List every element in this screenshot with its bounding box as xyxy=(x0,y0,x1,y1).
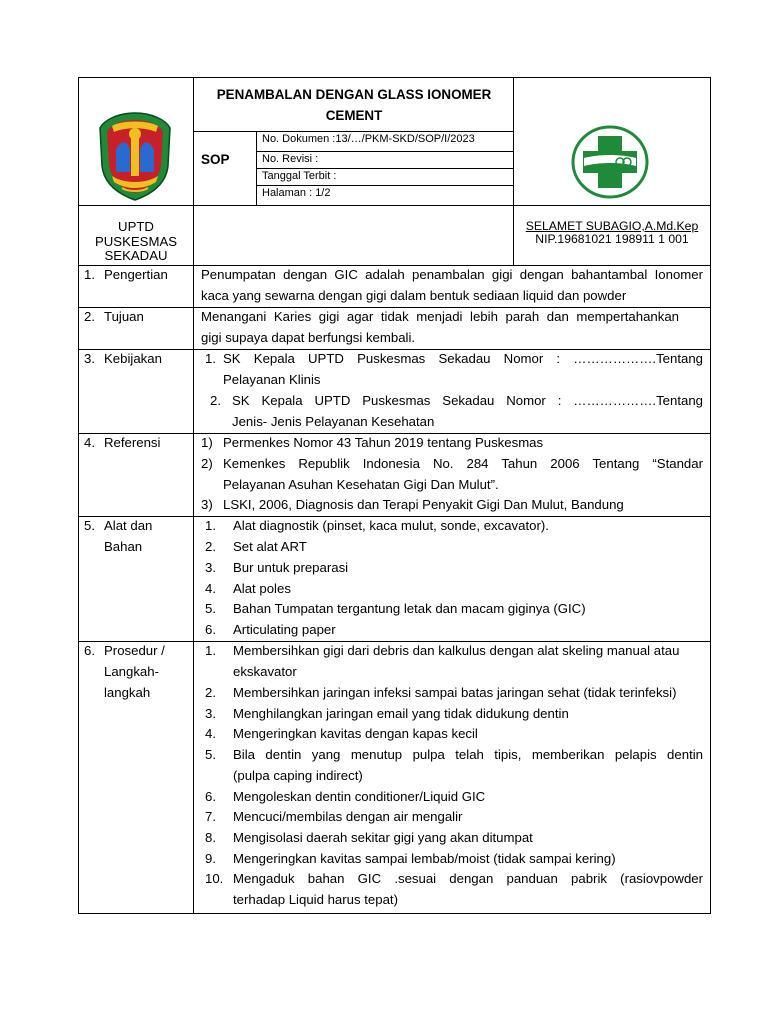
list-number: 5. xyxy=(205,747,216,762)
meta-line-3 xyxy=(256,185,514,186)
list-number: 8. xyxy=(205,830,216,845)
list-item: Kemenkes Republik Indonesia No. 284 Tahun 2006 Tentang “Standar xyxy=(223,456,703,471)
document-title: PENAMBALAN DENGAN GLASS IONOMER CEMENT xyxy=(216,87,492,123)
list-number: 1. xyxy=(205,351,216,366)
table-border-right xyxy=(710,77,711,914)
list-number: 7. xyxy=(205,809,216,824)
list-item: SK Kepala UPTD Puskesmas Sekadau Nomor : ……………….Tentang xyxy=(223,351,703,366)
document-number: No. Dokumen :13/…/PKM-SKD/SOP/I/2023 xyxy=(262,133,475,145)
list-item: SK Kepala UPTD Puskesmas Sekadau Nomor : ……………….Tentang xyxy=(232,393,703,408)
header-divider-sop-title xyxy=(193,131,514,132)
list-number: 9. xyxy=(205,851,216,866)
list-number: 5. xyxy=(205,601,216,616)
list-item: Mengaduk bahan GIC .sesuai dengan panduan pabrik (rasiovpowder xyxy=(233,871,703,886)
list-item: Mengeringkan kavitas dengan kapas kecil xyxy=(233,726,478,741)
list-number: 2. xyxy=(210,393,221,408)
list-item: Bahan Tumpatan tergantung letak dan macam giginya (GIC) xyxy=(233,601,586,616)
list-item: LSKI, 2006, Diagnosis dan Terapi Penyakit Gigi Dan Mulut, Bandung xyxy=(223,497,624,512)
meta-line-1 xyxy=(256,151,514,152)
header-row-line xyxy=(78,205,711,206)
list-number: 4. xyxy=(205,581,216,596)
section-number: 1. xyxy=(84,267,95,282)
list-number: 2) xyxy=(201,456,213,471)
list-item: Pelayanan Klinis xyxy=(223,372,321,387)
list-number: 4. xyxy=(205,726,216,741)
list-number: 10. xyxy=(205,871,224,886)
list-number: 6. xyxy=(205,622,216,637)
institution-name xyxy=(80,220,192,264)
list-item: ekskavator xyxy=(233,664,297,679)
signature-block xyxy=(514,220,710,245)
list-number: 2. xyxy=(205,539,216,554)
pengertian-line: kaca yang sewarna dengan gigi dalam bentuk sediaan liquid dan powder xyxy=(201,288,627,303)
table-border-top xyxy=(78,77,711,78)
section-label-prosedur: Langkah- xyxy=(104,664,159,679)
list-item: Alat diagnostik (pinset, kaca mulut, sonde, excavator). xyxy=(233,518,549,533)
list-item: Membersihkan jaringan infeksi sampai batas jaringan sehat (tidak terinfeksi) xyxy=(233,685,677,700)
section-label-alat: Alat dan xyxy=(104,518,153,533)
list-number: 3. xyxy=(205,560,216,575)
section-number: 6. xyxy=(84,643,95,658)
list-number: 1) xyxy=(201,435,213,450)
issue-date: Tanggal Terbit : xyxy=(262,170,337,182)
section-label-kebijakan: Kebijakan xyxy=(104,351,162,366)
revision-number: No. Revisi : xyxy=(262,153,319,165)
meta-line-2 xyxy=(256,168,514,169)
list-number: 3. xyxy=(205,706,216,721)
signer-nip: NIP.19681021 198911 1 001 xyxy=(535,231,689,246)
section-label-referensi: Referensi xyxy=(104,435,161,450)
section-label-prosedur: langkah xyxy=(104,685,151,700)
list-item: Pelayanan Asuhan Kesehatan Gigi Dan Mulut”. xyxy=(223,477,499,492)
list-item: Membersihkan gigi dari debris dan kalkulus dengan alat skeling manual atau xyxy=(233,643,680,658)
section-label-tujuan: Tujuan xyxy=(104,309,144,324)
list-item: Mencuci/membilas dengan air mengalir xyxy=(233,809,463,824)
page-count: Halaman : 1/2 xyxy=(262,187,331,199)
table-border-bottom xyxy=(78,913,711,914)
list-number: 1. xyxy=(205,643,216,658)
section-number: 4. xyxy=(84,435,95,450)
list-item: (pulpa caping indirect) xyxy=(233,768,363,783)
tujuan-line: gigi supaya dapat berfungsi kembali. xyxy=(201,330,416,345)
section-label-pengertian: Pengertian xyxy=(104,267,168,282)
list-item: Set alat ART xyxy=(233,539,307,554)
institution-line-3: SEKADAU xyxy=(104,248,168,263)
table-border-left xyxy=(78,77,79,914)
institution-line-1: UPTD xyxy=(118,219,154,234)
section-label-prosedur: Prosedur / xyxy=(104,643,165,658)
list-number: 1. xyxy=(205,518,216,533)
list-number: 3) xyxy=(201,497,213,512)
section-label-alat: Bahan xyxy=(104,539,143,554)
list-number: 6. xyxy=(205,789,216,804)
list-item: Mengeringkan kavitas sampai lembab/moist (tidak sampai kering) xyxy=(233,851,616,866)
puskesmas-logo xyxy=(570,124,650,200)
tujuan-line: Menangani Karies gigi agar tidak menjadi lebih parah dan mempertahankan xyxy=(201,309,679,324)
list-item: Bur untuk preparasi xyxy=(233,560,349,575)
list-item: Articulating paper xyxy=(233,622,336,637)
list-item: Alat poles xyxy=(233,581,291,596)
list-number: 2. xyxy=(205,685,216,700)
signer-name: SELAMET SUBAGIO,A.Md.Kep xyxy=(525,219,699,233)
list-item: Bila dentin yang menutup pulpa telah tipis, memberikan pelapis dentin xyxy=(233,747,703,762)
list-item: Mengoleskan dentin conditioner/Liquid GIC xyxy=(233,789,486,804)
list-item: Menghilangkan jaringan email yang tidak didukung dentin xyxy=(233,706,569,721)
section-number: 5. xyxy=(84,518,95,533)
list-item: Jenis- Jenis Pelayanan Kesehatan xyxy=(232,414,435,429)
section-number: 3. xyxy=(84,351,95,366)
pengertian-line: Penumpatan dengan GIC adalah penambalan gigi dengan bahantambal Ionomer xyxy=(201,267,703,282)
sop-label: SOP xyxy=(201,152,230,167)
district-emblem-logo xyxy=(94,110,176,202)
section-number: 2. xyxy=(84,309,95,324)
column-divider-left xyxy=(193,77,194,914)
list-item: Mengisolasi daerah sekitar gigi yang akan ditumpat xyxy=(233,830,533,845)
list-item: Permenkes Nomor 43 Tahun 2019 tentang Puskesmas xyxy=(223,435,544,450)
list-item: terhadap Liquid harus tepat) xyxy=(233,892,398,907)
institution-line-2: PUSKESMAS xyxy=(94,233,178,249)
